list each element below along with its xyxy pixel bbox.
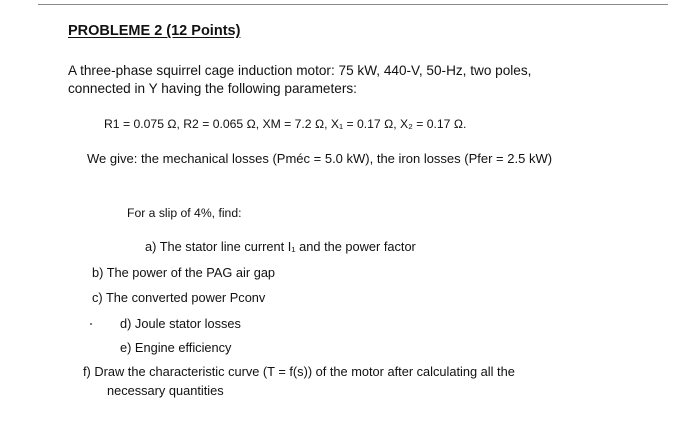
motor-parameters: R1 = 0.075 Ω, R2 = 0.065 Ω, XM = 7.2 Ω, X₁ = 0.17 Ω, X₂ = 0.17 Ω. <box>104 117 467 131</box>
problem-heading: PROBLEME 2 (12 Points) <box>68 23 241 39</box>
given-losses: We give: the mechanical losses (Pméc = 5.0 kW), the iron losses (Pfer = 2.5 kW) <box>87 151 553 166</box>
question-c: c) The converted power Pconv <box>92 290 266 305</box>
stray-dot <box>90 323 92 325</box>
question-prompt: For a slip of 4%, find: <box>127 206 242 220</box>
question-a: a) The stator line current I₁ and the power factor <box>145 239 416 254</box>
question-f-line-1: f) Draw the characteristic curve (T = f(s)) of the motor after calculating all the <box>83 364 515 379</box>
question-e: e) Engine efficiency <box>120 340 232 355</box>
top-divider <box>38 4 668 5</box>
intro-line-2: connected in Y having the following parameters: <box>68 81 357 96</box>
intro-line-1: A three-phase squirrel cage induction motor: 75 kW, 440-V, 50-Hz, two poles, <box>68 63 532 78</box>
question-d: d) Joule stator losses <box>120 316 241 331</box>
question-b: b) The power of the PAG air gap <box>92 265 276 280</box>
question-f-line-2: necessary quantities <box>107 383 224 398</box>
